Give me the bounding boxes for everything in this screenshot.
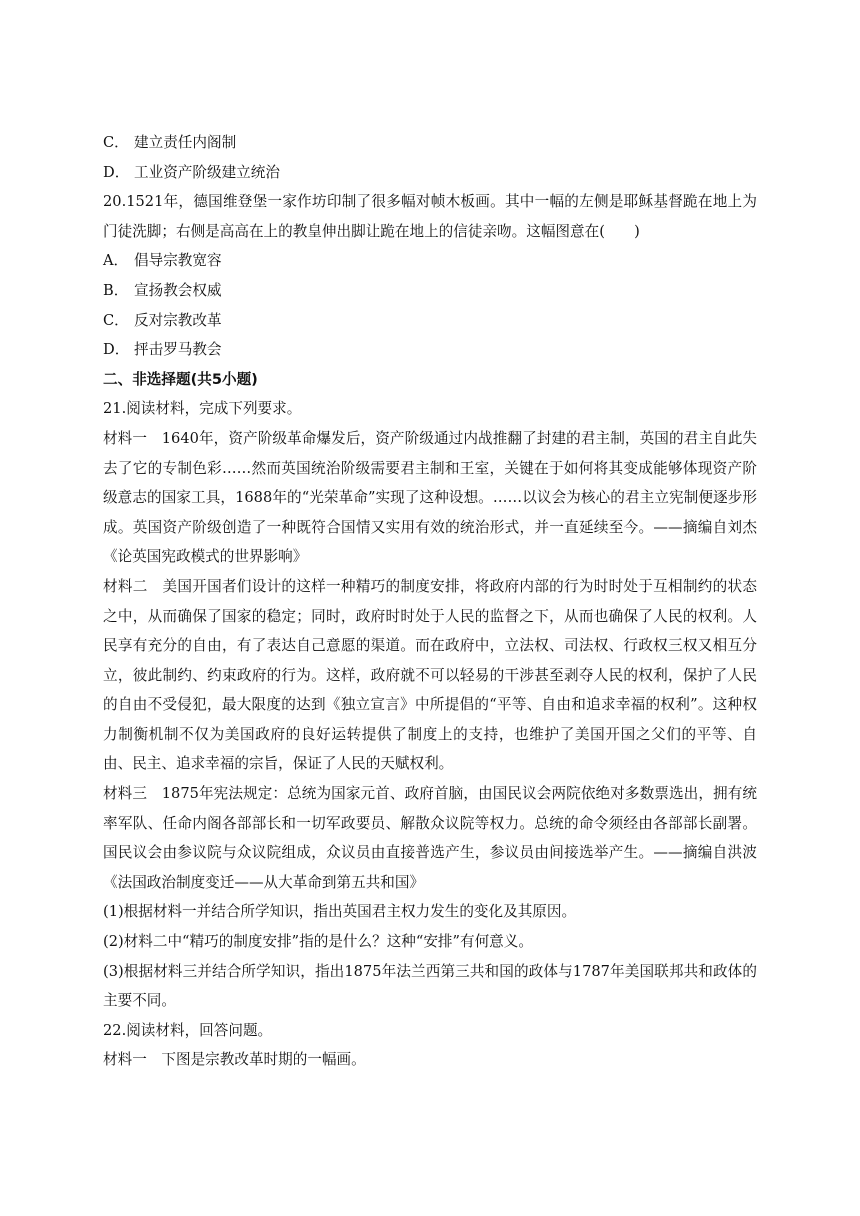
q22-stem: 22.阅读材料，回答问题。 [103,1021,273,1039]
q22-material-1: 材料一 下图是宗教改革时期的一幅画。 [103,1051,366,1069]
option-key: D． [103,163,130,181]
q21-subquestion-2: (2)材料二中“精巧的制度安排”指的是什么？这种“安排”有何意义。 [103,933,533,951]
q21-subquestion-3: (3)根据材料三并结合所学知识，指出1875年法兰西第三共和国的政体与1787年美国联邦共和政体的主要不同。 [103,962,757,1010]
q20-option-a [103,246,757,276]
q21-subquestion-1: (1)根据材料一并结合所学知识，指出英国君主权力发生的变化及其原因。 [103,903,577,921]
q21-material-2: 材料二 美国开国者们设计的这样一种精巧的制度安排，将政府内部的行为时时处于互相制约的状态之中，从而确保了国家的稳定；同时，政府时时处于人民的监督之下，从而也确保了人民的权利。人民享有充分的自由，有了表达自己意愿的渠道。而在政府中，立法权、司法权、行政权三权又相互分立，彼此制约、约束政府的行为。这样，政府就不可以轻易的干涉甚至剥夺人民的权利，保护了人民的自由不受侵犯，最大限度的达到《独立宣言》中所提倡的“平等、自由和追求幸福的权利”。这种权力制衡机制不仅为美国政府的良好运转提供了制度上的支持，也维护了美国开国之父们的平等、自由、民主、追求幸福的宗旨，保证了人民的天赋权利。 [103,577,757,773]
option-text: 倡导宗教宽容 [134,252,222,270]
document-content [103,128,757,1075]
option-text: 反对宗教改革 [134,311,222,329]
q20-option-c [103,306,757,336]
q19-option-c [103,128,757,158]
q21-material-3: 材料三 1875年宪法规定：总统为国家元首、政府首脑，由国民议会两院依绝对多数票选出，拥有统率军队、任命内阁各部部长和一切军政要员、解散众议院等权力。总统的命令须经由各部部长副署。国民议会由参议院与众议院组成，众议员由直接普选产生，参议员由间接选举产生。——摘编自洪波《法国政治制度变迁——从大革命到第五共和国》 [103,785,757,891]
q20-stem: 20.1521年，德国维登堡一家作坊印制了很多幅对帧木板画。其中一幅的左侧是耶稣基督跪在地上为门徒洗脚；右侧是高高在上的教皇伸出脚让跪在地上的信徒亲吻。这幅图意在( ) [103,193,757,240]
q21-material-1: 材料一 1640年，资产阶级革命爆发后，资产阶级通过内战推翻了封建的君主制，英国的君主自此失去了它的专制色彩……然而英国统治阶级需要君主制和王室，关键在于如何将其变成能够体现资产阶级意志的国家工具，1688年的“光荣革命”实现了这种设想。……以议会为核心的君主立宪制便逐步形成。英国资产阶级创造了一种既符合国情又实用有效的统治形式，并一直延续至今。——摘编自刘杰《论英国宪政模式的世界影响》 [103,429,757,566]
q21-stem: 21.阅读材料，完成下列要求。 [103,400,302,418]
option-text: 工业资产阶级建立统治 [134,163,280,181]
option-key: A． [103,252,129,270]
option-key: D． [103,341,130,359]
option-text: 抨击罗马教会 [134,341,222,359]
option-text: 建立责任内阁制 [134,134,237,151]
option-text: 宣扬教会权威 [134,281,222,299]
option-key: C． [103,134,129,151]
q19-option-d [103,158,757,188]
q20-option-b [103,276,757,306]
option-key: C． [103,311,129,329]
section-two-title: 二、非选择题(共5小题) [103,370,258,388]
q20-option-d [103,335,757,365]
option-key: B． [103,281,129,299]
